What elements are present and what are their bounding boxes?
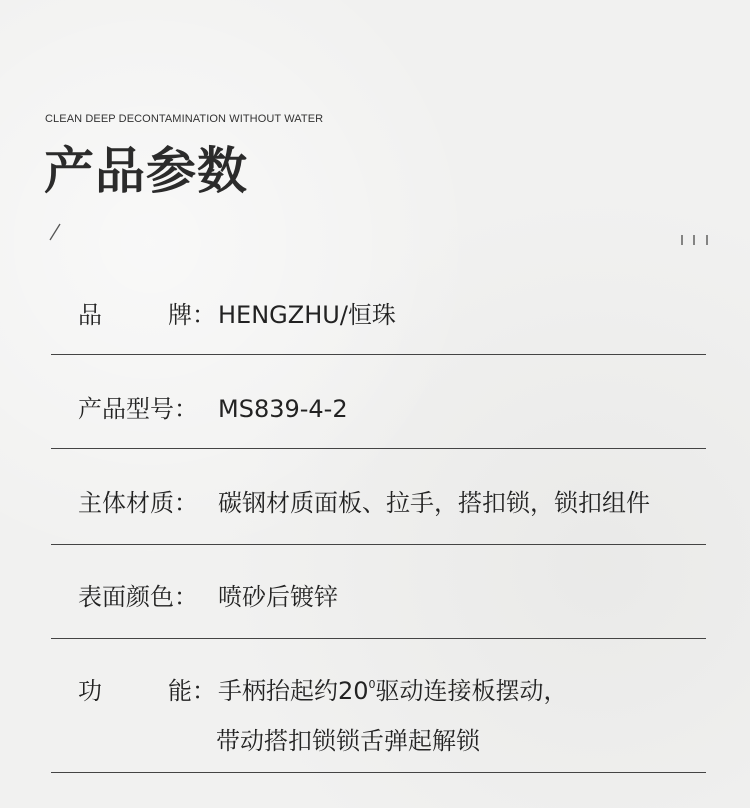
param-label-text: 主体材质 — [78, 489, 174, 517]
param-separator: ： — [174, 395, 198, 423]
row-divider — [51, 772, 706, 773]
param-separator: ： — [192, 301, 216, 329]
param-value-function-line2: 带动搭扣锁锁舌弹起解锁 — [216, 727, 480, 755]
param-label-brand — [78, 300, 216, 330]
param-label-function — [78, 676, 216, 706]
row-divider — [51, 638, 706, 639]
param-value-surface: 喷砂后镀锌 — [218, 583, 338, 611]
param-label-char: 品 — [78, 301, 102, 329]
param-separator: ： — [192, 677, 216, 705]
param-separator: ： — [174, 489, 198, 517]
page-title: 产品参数 — [44, 142, 248, 200]
param-value-brand: HENGZHU/恒珠 — [218, 301, 396, 329]
param-label-text: 表面颜色 — [78, 583, 174, 611]
param-label-char: 功 — [78, 677, 102, 705]
header-subtitle: CLEAN DEEP DECONTAMINATION WITHOUT WATER — [45, 113, 324, 125]
param-label-material — [78, 488, 220, 518]
param-separator: ： — [174, 583, 198, 611]
param-label-text: 产品型号 — [78, 395, 174, 423]
param-value-function — [218, 676, 568, 706]
param-value-function-suffix: 驱动连接板摆动， — [375, 677, 568, 705]
param-label-char — [168, 300, 216, 330]
param-label-char-text: 牌 — [168, 301, 192, 329]
row-divider — [51, 544, 706, 545]
param-value-function-prefix: 手柄抬起约20 — [218, 677, 369, 705]
degree-superscript: 0 — [368, 678, 376, 691]
param-label-char — [168, 676, 216, 706]
row-divider — [51, 448, 706, 449]
param-label-char-text: 能 — [168, 677, 192, 705]
row-divider — [51, 354, 706, 355]
param-value-material: 碳钢材质面板、拉手，搭扣锁，锁扣组件 — [218, 489, 650, 517]
param-label-surface — [78, 582, 220, 612]
param-label-model — [78, 394, 220, 424]
param-value-model: MS839-4-2 — [218, 395, 348, 423]
